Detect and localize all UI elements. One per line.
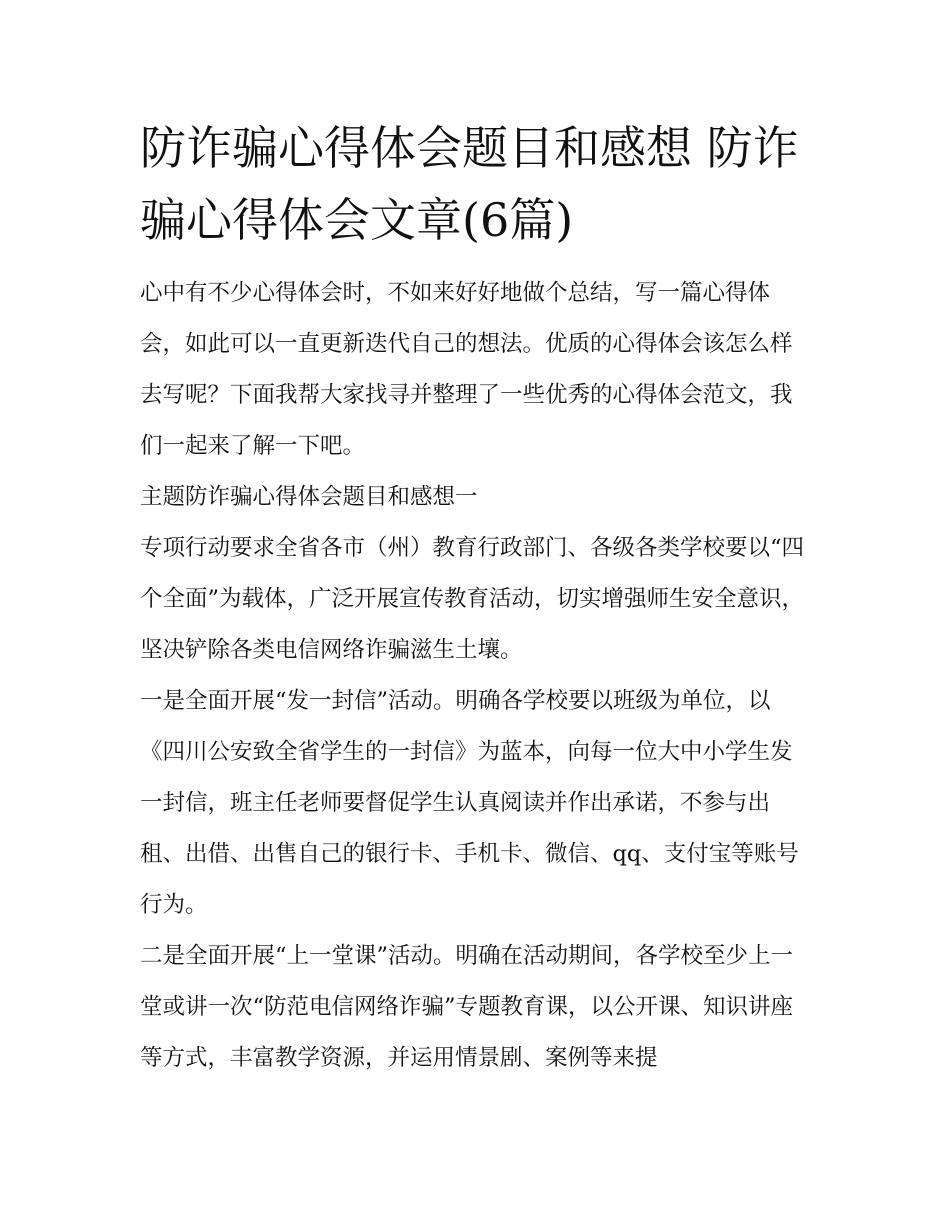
paragraph-campaign: 专项行动要求全省各市（州）教育行政部门、各级各类学校要以“四个全面”为载体，广泛开展宣传教育活动，切实增强师生安全意识，坚决铲除各类电信网络诈骗滋生土壤。 (140, 535, 805, 663)
document-title: 防诈骗心得体会题目和感想 防诈骗心得体会文章(6篇) (140, 121, 799, 247)
paragraph-letter-activity: 一是全面开展“发一封信”活动。明确各学校要以班级为单位，以《四川公安致全省学生的一封信》为蓝本，向每一位大中小学生发一封信，班主任老师要督促学生认真阅读并作出承诺，不参与出租、出借、出售自己的银行卡、手机卡、微信、qq、支付宝等账号行为。 (140, 688, 799, 918)
paragraph-class-activity: 二是全面开展“上一堂课”活动。明确在活动期间，各学校至少上一堂或讲一次“防范电信网络诈骗”专题教育课，以公开课、知识讲座等方式，丰富教学资源，并运用情景剧、案例等来提 (140, 943, 794, 1071)
document-page (140, 112, 812, 1084)
paragraph-intro: 心中有不少心得体会时，不如来好好地做个总结，写一篇心得体会，如此可以一直更新迭代自己的想法。优质的心得体会该怎么样去写呢？下面我帮大家找寻并整理了一些优秀的心得体会范文，我们一起来了解一下吧。 (140, 280, 793, 459)
paragraph-section-heading: 主题防诈骗心得体会题目和感想一 (140, 484, 478, 510)
